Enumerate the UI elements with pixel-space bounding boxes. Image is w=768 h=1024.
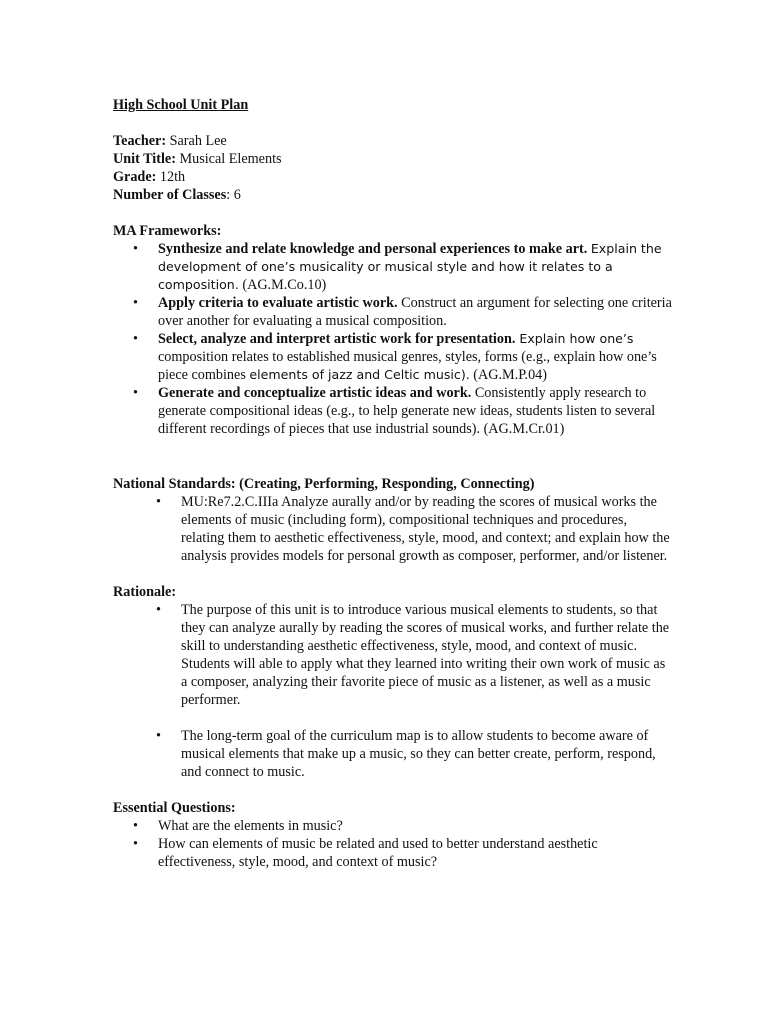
bullet: •	[156, 728, 161, 744]
question-1: What are the elements in music?	[158, 818, 343, 834]
grade-label: Grade:	[113, 169, 157, 185]
framework-1-text: Explain the development of one’s musicality or musical style and how it relates to a composition.	[158, 241, 662, 292]
teacher-line	[113, 132, 673, 150]
rationale-text-1: The purpose of this unit is to introduce various musical elements to students, so that they can analyze aurally by reading the scores of musical works, and further relate the skill to understanding aesthetic effectiveness, style, mood, and context of music. Students will able to apply what they learned into writing their own work of music as a composer, analyzing their favorite piece of music as a listener, as well as a music performer.	[181, 602, 670, 708]
national-standard-text: MU:Re7.2.C.IIIa Analyze aurally and/or by reading the scores of musical works the elements of music (including form), compositional techniques and procedures, relating them to aesthetic effectiveness, style, mood, and context; and explain how the analysis provides models for personal growth as composer, performer, and/or listener.	[181, 494, 670, 564]
bullet: •	[133, 836, 138, 852]
framework-3-title: Select, analyze and interpret artistic work for presentation.	[158, 331, 516, 347]
list-item	[113, 601, 673, 709]
list-item	[113, 727, 673, 781]
bullet: •	[133, 331, 138, 347]
bullet: •	[133, 818, 138, 834]
list-item	[113, 330, 673, 384]
bullet: •	[156, 494, 161, 510]
rationale-text-2: The long-term goal of the curriculum map is to allow students to become aware of musical elements that make up a music, so they can better create, perform, respond, and connect to music.	[181, 728, 656, 780]
rationale-list	[113, 601, 673, 781]
framework-2-text: Construct an argument for selecting one criteria over another for evaluating a musical composition.	[158, 295, 672, 329]
framework-2-title: Apply criteria to evaluate artistic work.	[158, 295, 398, 311]
document-body	[113, 96, 673, 871]
framework-1-code: (AG.M.Co.10)	[238, 277, 327, 293]
list-item	[113, 384, 673, 438]
rationale-heading: Rationale:	[113, 584, 177, 600]
teacher-label: Teacher:	[113, 133, 167, 149]
classes-label: Number of Classes	[113, 187, 227, 203]
document-title: High School Unit Plan	[113, 97, 249, 113]
essential-questions-heading: Essential Questions:	[113, 800, 236, 816]
essential-questions-list	[113, 817, 673, 871]
list-item	[113, 240, 673, 294]
list-item	[113, 493, 673, 565]
framework-3-text-c: elements of jazz and Celtic music).	[249, 367, 470, 382]
list-item	[113, 835, 673, 871]
list-item	[113, 817, 673, 835]
bullet: •	[133, 295, 138, 311]
framework-4-text: Consistently apply research to generate compositional ideas (e.g., to help generate new ideas, students listen to several different recordings of pieces that use industrial sounds). (AG.M.Cr.01)	[158, 385, 656, 437]
framework-3-text-b: composition relates to established musical genres, styles, forms (e.g., explain how one’s piece combines	[158, 349, 657, 383]
question-2: How can elements of music be related and used to better understand aesthetic effectiveness, style, mood, and context of music?	[158, 836, 598, 870]
classes-value: : 6	[226, 187, 241, 203]
framework-3-code: (AG.M.P.04)	[469, 367, 547, 383]
framework-4-title: Generate and conceptualize artistic ideas and work.	[158, 385, 472, 401]
grade-line	[113, 168, 673, 186]
framework-3-text-a: Explain how one’s	[515, 331, 634, 346]
grade-value: 12th	[156, 169, 186, 185]
classes-line	[113, 186, 673, 204]
national-standards-list	[113, 493, 673, 565]
bullet: •	[133, 241, 138, 257]
bullet: •	[133, 385, 138, 401]
unit-title-value: Musical Elements	[175, 151, 282, 167]
framework-1-title: Synthesize and relate knowledge and personal experiences to make art.	[158, 241, 588, 257]
unit-title-label: Unit Title:	[113, 151, 176, 167]
teacher-value: Sarah Lee	[166, 133, 227, 149]
list-item	[113, 294, 673, 330]
bullet: •	[156, 602, 161, 618]
national-standards-heading: National Standards: (Creating, Performing, Responding, Connecting)	[113, 476, 535, 492]
frameworks-heading: MA Frameworks:	[113, 223, 222, 239]
unit-title-line	[113, 150, 673, 168]
frameworks-list	[113, 240, 673, 438]
